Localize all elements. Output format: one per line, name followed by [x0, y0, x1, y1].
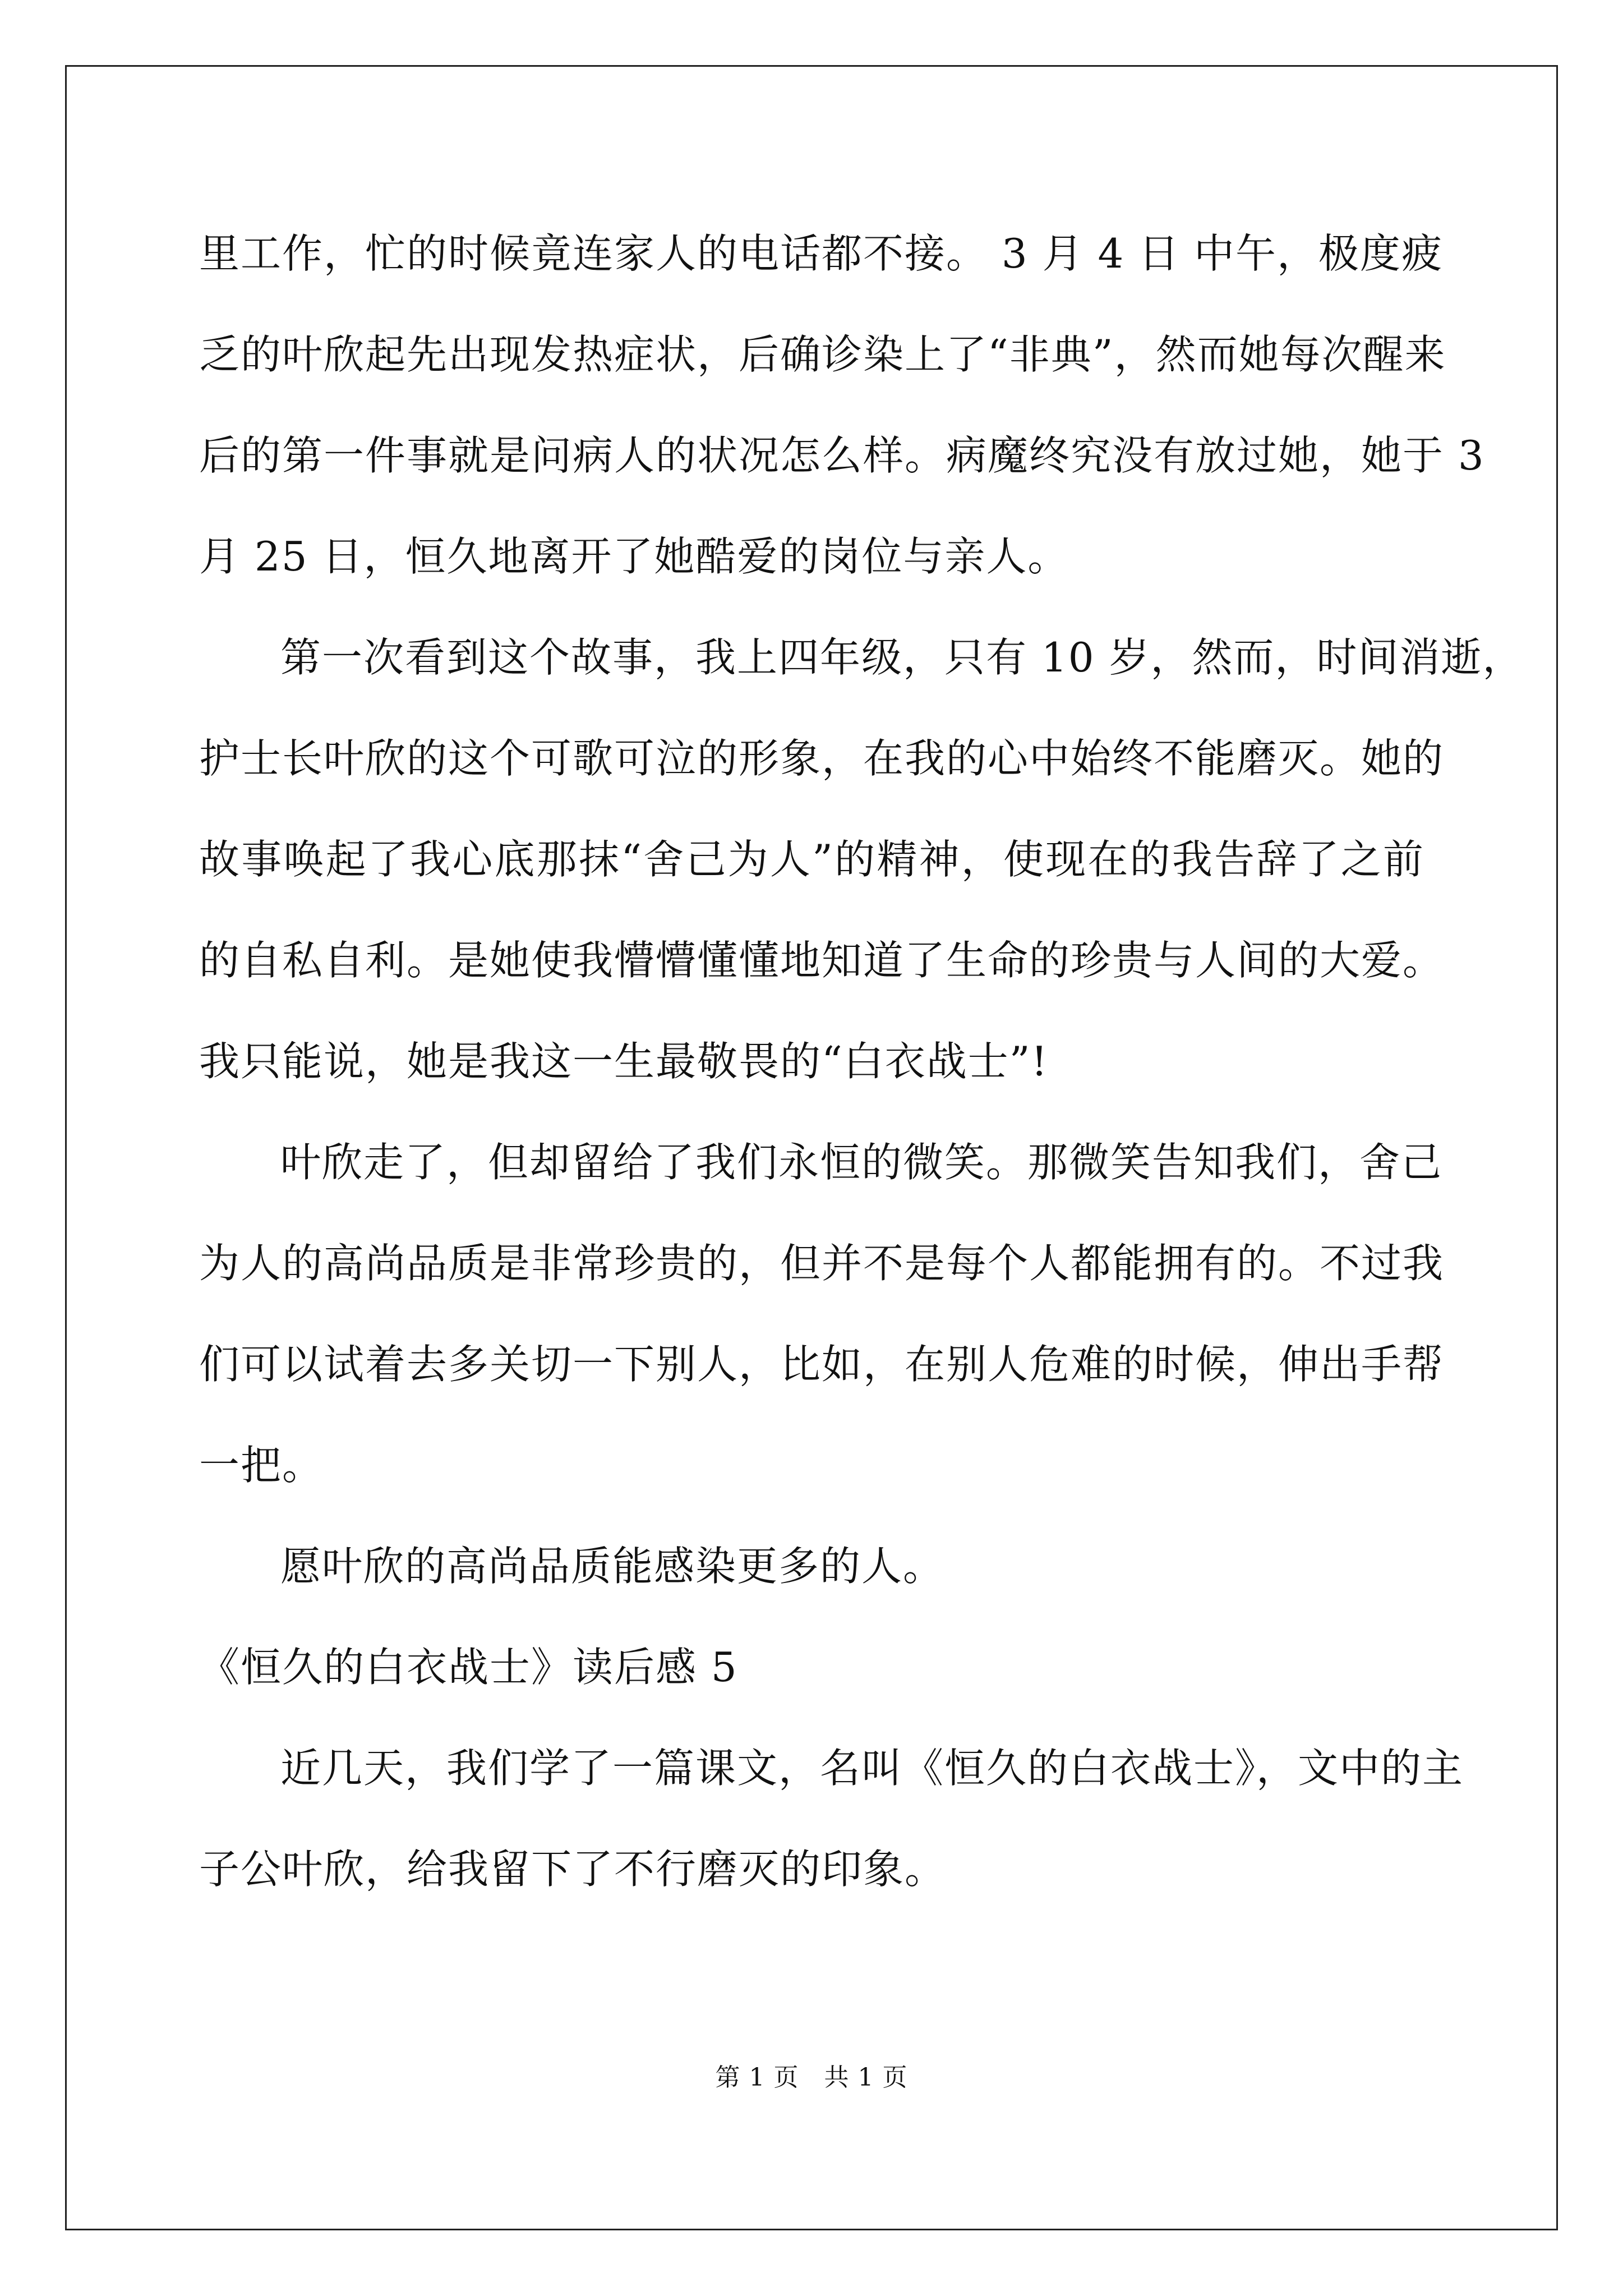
- text-line: 月 25 日，恒久地离开了她酷爱的岗位与亲人。: [199, 533, 1069, 580]
- text-line: 们可以试着去多关切一下别人，比如，在别人危难的时候，伸出手帮: [199, 1341, 1445, 1388]
- text-line: 的自私自利。是她使我懵懵懂懂地知道了生命的珍贵与人间的大爱。: [199, 937, 1445, 984]
- page-footer: 第 1 页 共 1 页: [715, 2063, 908, 2092]
- text-line: 一把。: [199, 1442, 324, 1489]
- text-line: 里工作，忙的时候竟连家人的电话都不接。 3 月 4 日 中午，极度疲: [199, 230, 1444, 277]
- text-line: 护士长叶欣的这个可歌可泣的形象，在我的心中始终不能磨灭。她的: [199, 735, 1445, 782]
- text-line: 愿叶欣的高尚品质能感染更多的人。: [280, 1543, 945, 1590]
- text-line: 为人的高尚品质是非常珍贵的，但并不是每个人都能拥有的。不过我: [199, 1240, 1445, 1287]
- text-line: 我只能说，她是我这一生最敬畏的“白衣战士”!: [199, 1038, 1049, 1085]
- text-line: 乏的叶欣起先出现发热症状，后确诊染上了“非典”，然而她每次醒来: [199, 331, 1446, 378]
- text-line: 叶欣走了，但却留给了我们永恒的微笑。那微笑告知我们，舍己: [280, 1139, 1443, 1186]
- text-line: 子公叶欣，给我留下了不行磨灭的印象。: [199, 1846, 947, 1893]
- text-line: 故事唤起了我心底那抹“舍己为人”的精神，使现在的我告辞了之前: [199, 836, 1424, 883]
- section-heading: 《恒久的白衣战士》读后感 5: [199, 1644, 738, 1691]
- text-line: 第一次看到这个故事，我上四年级，只有 10 岁，然而，时间消逝，: [280, 634, 1524, 681]
- text-line: 后的第一件事就是问病人的状况怎么样。病魔终究没有放过她，她于 3: [199, 432, 1485, 479]
- text-line: 近几天，我们学了一篇课文，名叫《恒久的白衣战士》，文中的主: [280, 1745, 1464, 1792]
